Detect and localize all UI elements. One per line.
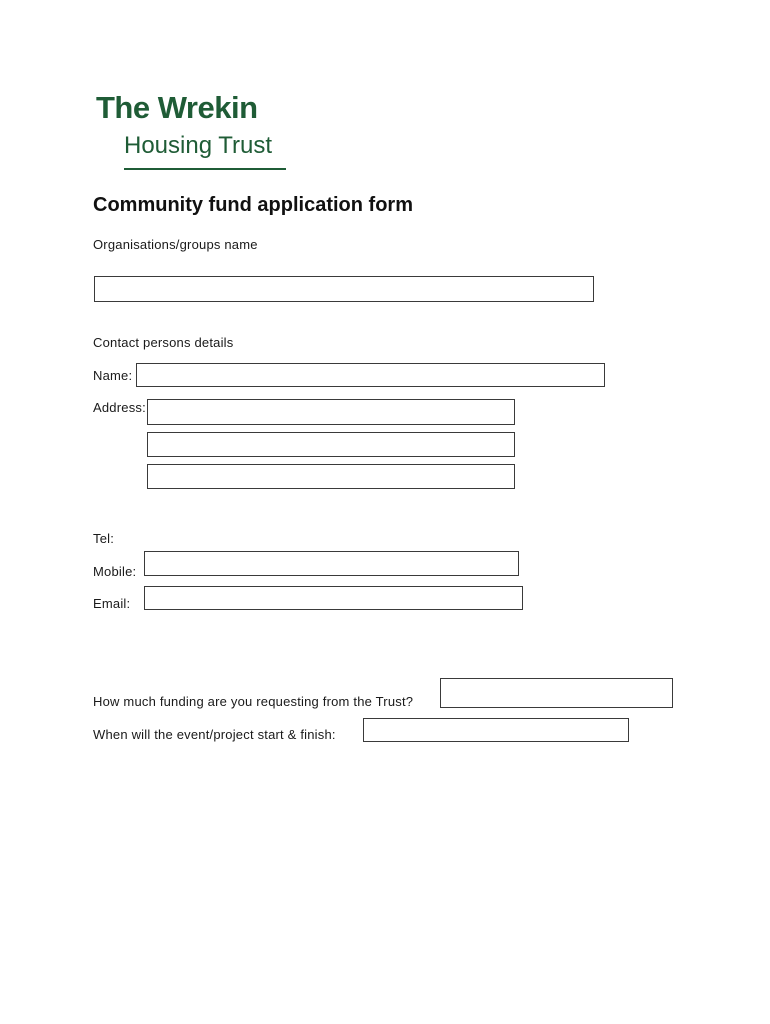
event-dates-label: When will the event/project start & finish: — [93, 727, 336, 742]
name-input[interactable] — [136, 363, 605, 387]
mobile-label: Mobile: — [93, 564, 137, 579]
event-dates-input[interactable] — [363, 718, 629, 742]
address-line-3-input[interactable] — [147, 464, 515, 489]
address-line-2-input[interactable] — [147, 432, 515, 457]
name-label: Name: — [93, 368, 133, 383]
org-name-input[interactable] — [94, 276, 594, 302]
funding-amount-label: How much funding are you requesting from the Trust? — [93, 694, 414, 709]
funding-amount-input[interactable] — [440, 678, 673, 708]
form-title: Community fund application form — [93, 194, 413, 216]
address-label: Address: — [93, 400, 146, 415]
tel-label: Tel: — [93, 531, 115, 546]
org-name-label: Organisations/groups name — [93, 237, 258, 252]
email-label: Email: — [93, 596, 131, 611]
logo-line-2: Housing Trust — [124, 132, 273, 159]
logo-line-1: The Wrekin — [96, 90, 258, 125]
contact-details-heading: Contact persons details — [93, 335, 234, 350]
mobile-input[interactable] — [144, 551, 519, 576]
email-input[interactable] — [144, 586, 523, 610]
address-line-1-input[interactable] — [147, 399, 515, 425]
logo-underline — [124, 168, 286, 170]
